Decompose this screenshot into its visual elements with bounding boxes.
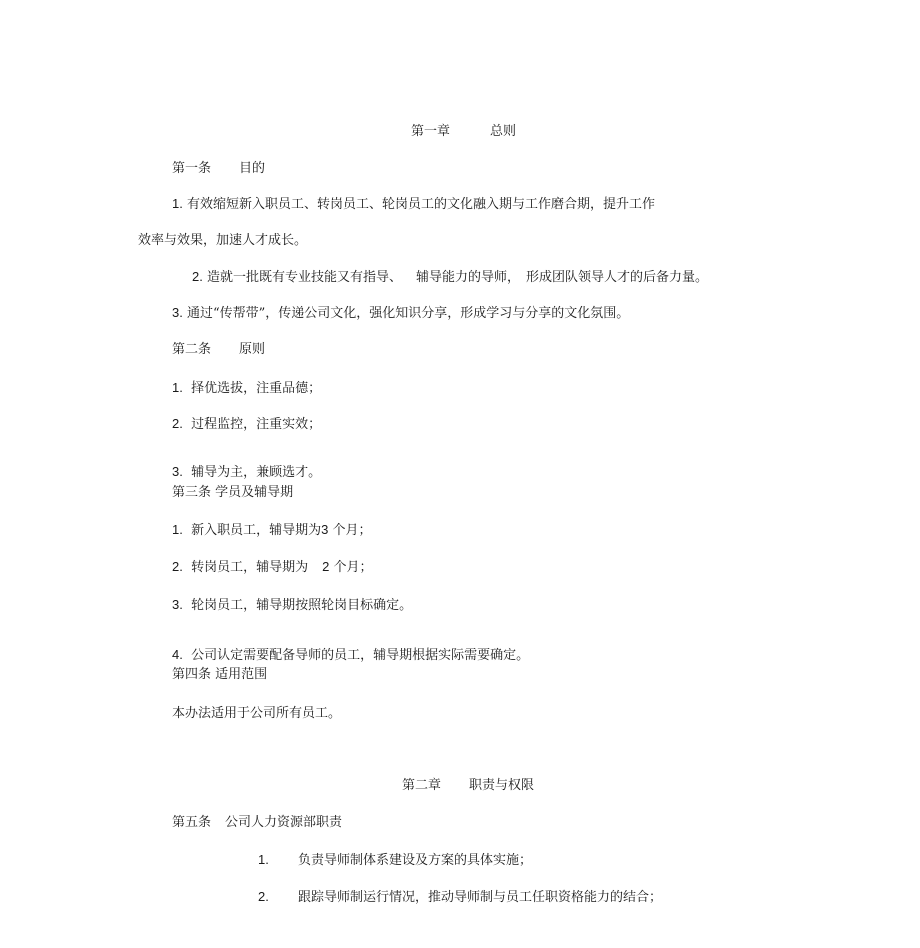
article2-item2 — [172, 416, 321, 433]
item-text: 轮岗员工，辅导期按照轮岗目标确定。 — [191, 598, 413, 613]
article4-body — [172, 706, 341, 722]
article5-heading — [172, 815, 342, 831]
item-value: 3 — [321, 522, 329, 537]
item-number: 2. — [192, 269, 203, 284]
item-value: 2 — [322, 559, 330, 574]
item-number: 4. — [172, 647, 183, 662]
article2-item1 — [172, 380, 321, 397]
article3-title: 学员及辅导期 — [215, 485, 294, 500]
article3-item1 — [172, 522, 372, 539]
item-text: 辅导为主，兼顾选才。 — [191, 465, 322, 480]
item-number: 1. — [172, 196, 183, 211]
chapter2-heading — [402, 778, 534, 794]
article4-heading — [172, 667, 267, 683]
item-text-a: 造就一批既有专业技能又有指导、 — [206, 270, 402, 285]
item-text-b: 个月； — [333, 560, 373, 575]
item-text-continuation: 效率与效果，加速人才成长。 — [138, 233, 308, 248]
item-number: 1. — [172, 522, 183, 537]
article1-heading — [172, 161, 265, 177]
article3-heading — [172, 485, 293, 501]
item-text: 择优选拔，注重品德； — [191, 381, 322, 396]
chapter2-label: 第二章 — [402, 778, 442, 793]
article5-item1 — [258, 852, 532, 869]
article5-label: 第五条 — [172, 815, 212, 830]
article3-item3 — [172, 597, 412, 614]
article5-item2 — [258, 889, 662, 906]
item-text-a: 新入职员工，辅导期为 — [191, 523, 322, 538]
article2-label: 第二条 — [172, 342, 212, 357]
item-text: 负责导师制体系建设及方案的具体实施； — [298, 853, 533, 868]
article4-text: 本办法适用于公司所有员工。 — [172, 706, 342, 721]
item-number: 2. — [172, 416, 183, 431]
item-text: 有效缩短新入职员工、转岗员工、轮岗员工的文化融入期与工作磨合期，提升工作 — [186, 197, 655, 212]
article1-label: 第一条 — [172, 161, 212, 176]
article4-label: 第四条 — [172, 667, 212, 682]
item-number: 2. — [172, 559, 183, 574]
article3-item4 — [172, 647, 529, 664]
item-text-c: 形成团队领导人才的后备力量。 — [526, 270, 709, 285]
item-text: 跟踪导师制运行情况，推动导师制与员工任职资格能力的结合； — [298, 890, 663, 905]
item-number: 3. — [172, 305, 183, 320]
chapter2-title: 职责与权限 — [469, 778, 535, 793]
article2-title: 原则 — [239, 342, 266, 357]
item-number: 3. — [172, 464, 183, 479]
item-text-b: 个月； — [332, 523, 372, 538]
item-text-b: 辅导能力的导师， — [416, 270, 521, 285]
item-number: 3. — [172, 597, 183, 612]
article1-item1 — [172, 196, 655, 213]
article5-title: 公司人力资源部职责 — [225, 815, 343, 830]
article1-item3 — [172, 305, 629, 322]
article2-heading — [172, 342, 265, 358]
article3-label: 第三条 — [172, 485, 212, 500]
article4-title: 适用范围 — [215, 667, 268, 682]
item-number: 2. — [258, 889, 269, 904]
item-number: 1. — [172, 380, 183, 395]
item-text-a: 转岗员工，辅导期为 — [191, 560, 309, 575]
article3-item2 — [172, 559, 373, 576]
article1-title: 目的 — [239, 161, 266, 176]
item-text: 过程监控，注重实效； — [191, 417, 322, 432]
chapter1-heading — [411, 124, 516, 140]
item-text: 通过“传帮带”，传递公司文化，强化知识分享，形成学习与分享的文化氛围。 — [186, 306, 630, 321]
chapter1-label: 第一章 — [411, 124, 451, 139]
article1-item2 — [192, 269, 708, 286]
item-text: 公司认定需要配备导师的员工，辅导期根据实际需要确定。 — [191, 648, 530, 663]
article2-item3 — [172, 464, 321, 481]
item-number: 1. — [258, 852, 269, 867]
article1-item1-continuation — [138, 233, 307, 249]
chapter1-title: 总则 — [490, 124, 517, 139]
